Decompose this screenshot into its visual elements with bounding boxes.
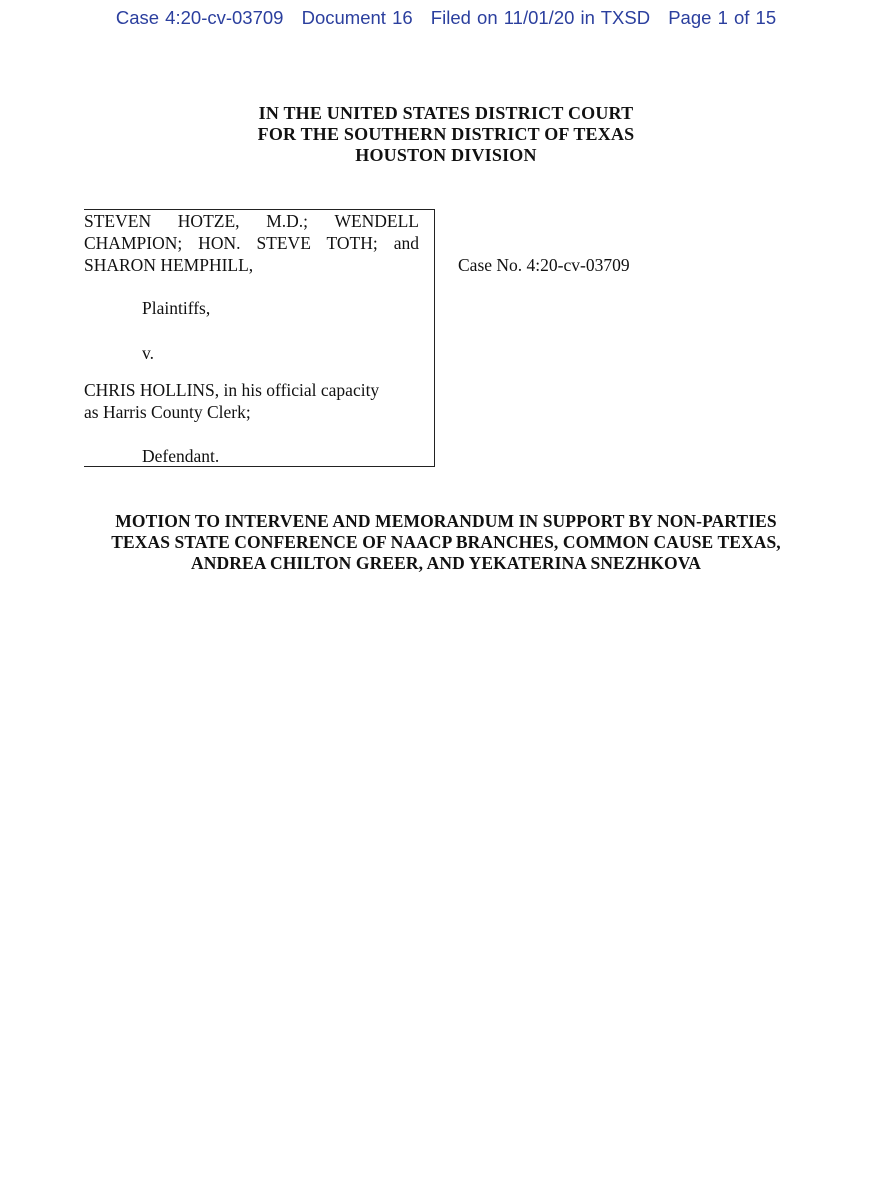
defendant-names [84, 379, 419, 423]
versus-label: v. [142, 343, 154, 363]
motion-title-line-3: ANDREA CHILTON GREER, AND YEKATERINA SNEZHKOVA [191, 553, 701, 573]
motion-title [0, 511, 892, 574]
court-heading-line-3: HOUSTON DIVISION [355, 145, 537, 165]
ecf-case-number: Case 4:20-cv-03709 [115, 7, 284, 28]
motion-title-line-1: MOTION TO INTERVENE AND MEMORANDUM IN SUPPORT BY NON-PARTIES [115, 511, 777, 531]
defendant-role: Defendant. [142, 446, 220, 466]
defendant-line-1: CHRIS HOLLINS, in his official capacity [84, 380, 380, 400]
plaintiffs-names [84, 210, 419, 276]
ecf-page-count: Page 1 of 15 [668, 7, 777, 28]
motion-title-line-2: TEXAS STATE CONFERENCE OF NAACP BRANCHES, COMMON CAUSE TEXAS, [111, 532, 781, 552]
defendant-line-2: as Harris County Clerk; [84, 402, 251, 422]
case-number: Case No. 4:20-cv-03709 [458, 255, 630, 275]
plaintiffs-line-1: STEVEN HOTZE, M.D.; WENDELL [84, 211, 419, 231]
ecf-document-number: Document 16 [301, 7, 413, 28]
plaintiffs-role: Plaintiffs, [142, 298, 211, 318]
ecf-filing-header [0, 7, 892, 29]
ecf-filed-date: Filed on 11/01/20 in TXSD [430, 7, 651, 28]
court-heading-line-2: FOR THE SOUTHERN DISTRICT OF TEXAS [257, 124, 635, 144]
plaintiffs-line-2: CHAMPION; HON. STEVE TOTH; and [84, 233, 419, 253]
plaintiffs-line-3: SHARON HEMPHILL, [84, 255, 254, 275]
case-caption-box [84, 209, 435, 467]
court-heading [0, 103, 892, 166]
court-heading-line-1: IN THE UNITED STATES DISTRICT COURT [258, 103, 634, 123]
